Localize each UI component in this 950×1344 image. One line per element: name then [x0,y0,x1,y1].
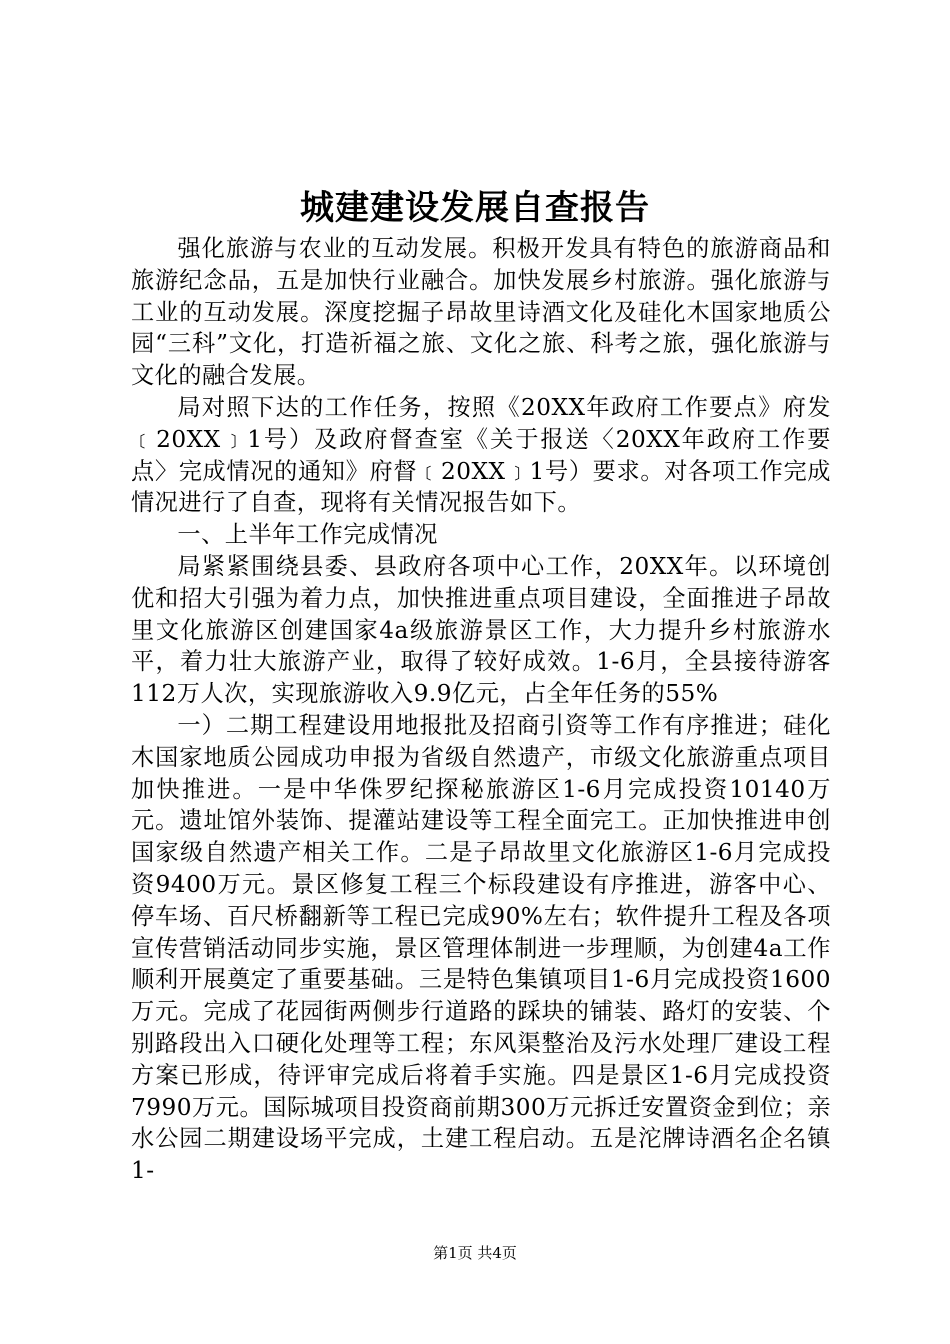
paragraph-4: 一）二期工程建设用地报批及招商引资等工作有序推进；硅化木国家地质公园成功申报为省级自然遗产，市级文化旅游重点项目加快推进。一是中华侏罗纪探秘旅游区1-6月完成投资10140万元。遗址馆外装饰、提灌站建设等工程全面完工。正加快推进申创国家级自然遗产相关工作。二是子昂故里文化旅游区1-6月完成投资9400万元。景区修复工程三个标段建设有序推进，游客中心、停车场、百尺桥翻新等工程已完成90%左右；软件提升工程及各项宣传营销活动同步实施，景区管理体制进一步理顺，为创建4a工作顺利开展奠定了重要基础。三是特色集镇项目1-6月完成投资1600万元。完成了花园街两侧步行道路的踩块的铺装、路灯的安装、个别路段出入口硬化处理等工程；东风渠整治及污水处理厂建设工程方案已形成，待评审完成后将着手实施。四是景区1-6月完成投资7990万元。国际城项目投资商前期300万元拆迁安置资金到位；亲水公园二期建设场平完成，土建工程启动。五是沱牌诗酒名企名镇1- [131,711,831,1185]
document-title: 城建建设发展自查报告 [300,188,650,228]
paragraph-1: 强化旅游与农业的互动发展。积极开发具有特色的旅游商品和旅游纪念品，五是加快行业融合。加快发展乡村旅游。强化旅游与工业的互动发展。深度挖掘子昂故里诗酒文化及硅化木国家地质公园“三科”文化，打造祈福之旅、文化之旅、科考之旅，强化旅游与文化的融合发展。 [131,235,831,390]
document-body [131,233,831,1187]
paragraph-2: 局对照下达的工作任务，按照《20XX年政府工作要点》府发﹝20XX﹞1号）及政府督查室《关于报送〈20XX年政府工作要点〉完成情况的通知》府督﹝20XX﹞1号）要求。对各项工作完成情况进行了自查，现将有关情况报告如下。 [131,393,831,517]
page-number-footer: 第1页 共4页 [433,1244,517,1262]
paragraph-3: 局紧紧围绕县委、县政府各项中心工作，20XX年。以环境创优和招大引强为着力点，加快推进重点项目建设，全面推进子昂故里文化旅游区创建国家4a级旅游景区工作，大力提升乡村旅游水平，着力壮大旅游产业，取得了较好成效。1-6月，全县接待游客112万人次，实现旅游收入9.9亿元，占全年任务的55% [131,552,831,708]
section-heading: 一、上半年工作完成情况 [177,521,438,549]
